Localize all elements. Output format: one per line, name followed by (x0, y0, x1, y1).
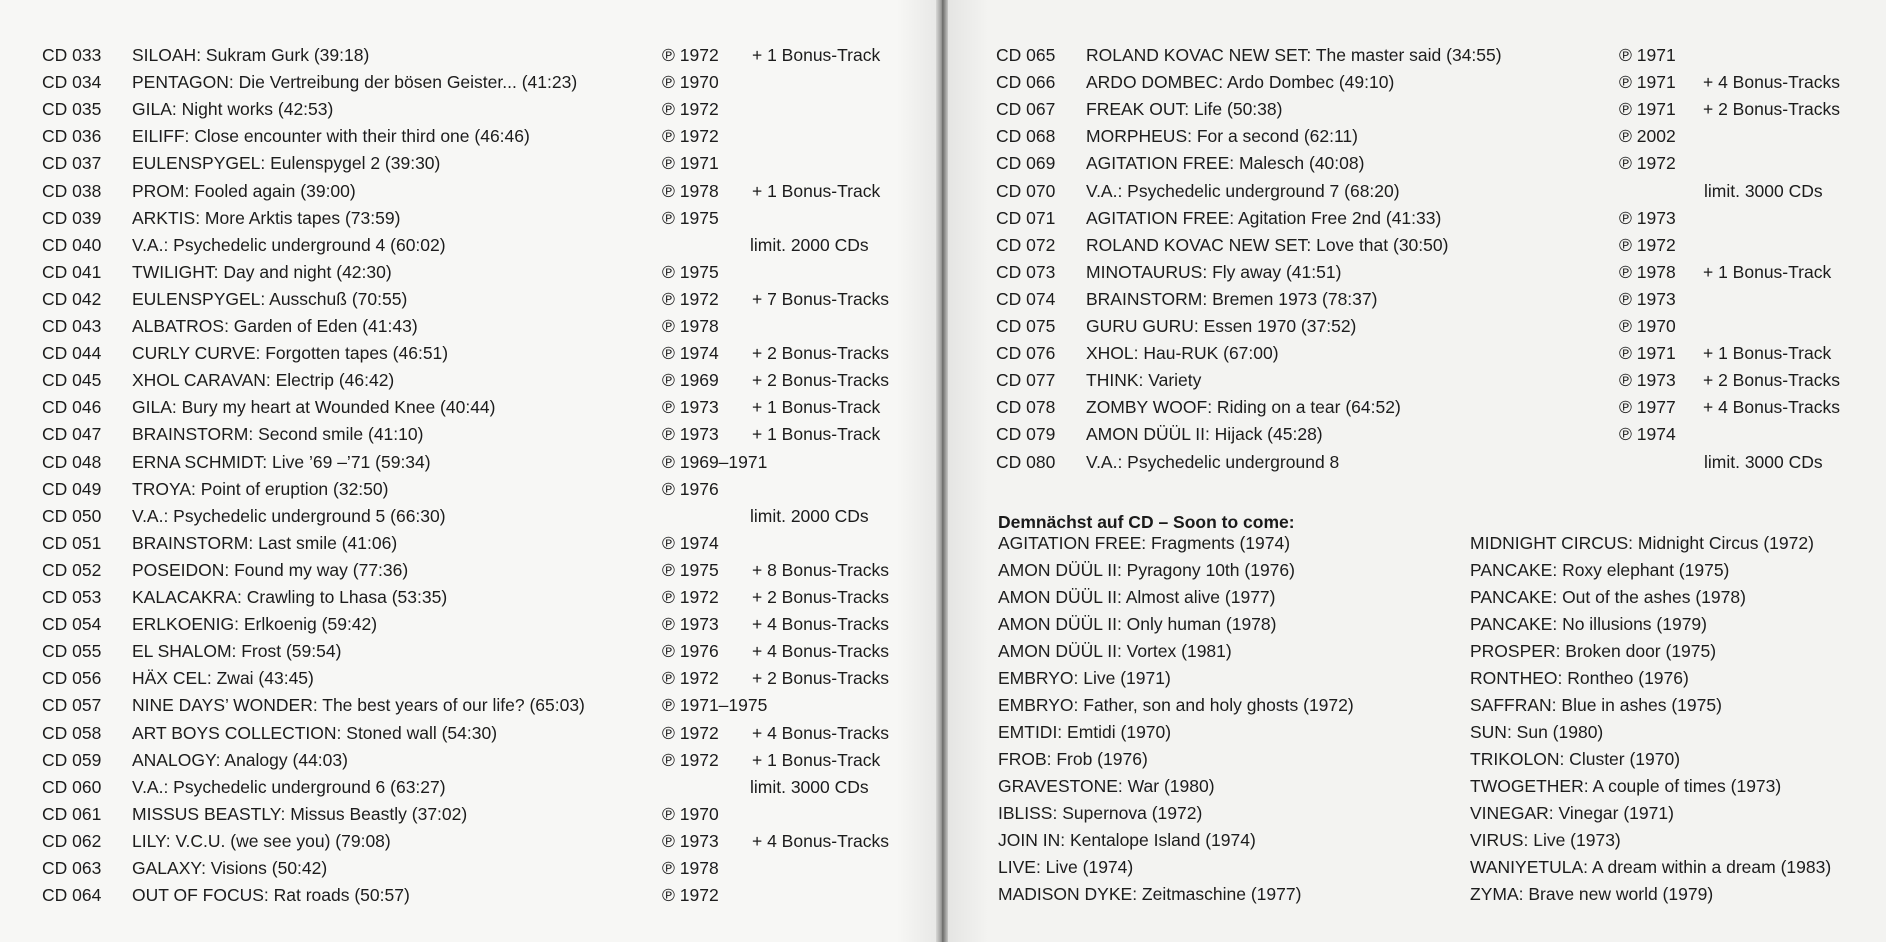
release-year: ℗ 1973 (662, 397, 719, 418)
upcoming-release: AMON DÜÜL II: Pyragony 10th (1976) (998, 560, 1295, 580)
album-title: V.A.: Psychedelic underground 5 (66:30) (132, 505, 446, 526)
upcoming-release: SUN: Sun (1980) (1470, 722, 1604, 742)
upcoming-release: TRIKOLON: Cluster (1970) (1470, 749, 1681, 769)
album-title: GALAXY: Visions (50:42) (132, 858, 328, 878)
album-title: ANALOGY: Analogy (44:03) (132, 749, 348, 770)
catalog-row (0, 882, 936, 909)
release-year: ℗ 2002 (1619, 126, 1676, 147)
limited-edition: limit. 3000 CDs (1704, 180, 1823, 201)
release-year: ℗ 1972 (1619, 153, 1676, 174)
bonus-tracks: + 4 Bonus-Tracks (752, 722, 889, 743)
catalog-row (948, 150, 1886, 177)
catalog-number: CD 070 (996, 180, 1056, 201)
release-year: ℗ 1970 (662, 803, 719, 824)
album-title: AMON DÜÜL II: Hijack (45:28) (1086, 424, 1323, 445)
bonus-tracks: + 1 Bonus-Track (1703, 261, 1832, 282)
catalog-row (0, 123, 936, 150)
catalog-row (0, 69, 936, 96)
catalog-number: CD 041 (42, 261, 102, 282)
catalog-number: CD 052 (42, 559, 102, 580)
album-title: NINE DAYS’ WONDER: The best years of our life? (65:03) (132, 695, 585, 716)
album-title: ARKTIS: More Arktis tapes (73:59) (132, 207, 401, 228)
bonus-tracks: + 2 Bonus-Tracks (1703, 370, 1840, 391)
upcoming-release: PANCAKE: Out of the ashes (1978) (1470, 587, 1746, 607)
bonus-tracks: + 1 Bonus-Track (752, 180, 881, 201)
upcoming-release: TWOGETHER: A couple of times (1973) (1470, 776, 1782, 796)
album-title: SILOAH: Sukram Gurk (39:18) (132, 45, 370, 65)
soon-heading: Demnächst auf CD – Soon to come: (998, 512, 1295, 532)
upcoming-release: ZYMA: Brave new world (1979) (1470, 884, 1714, 904)
album-title: ALBATROS: Garden of Eden (41:43) (132, 316, 418, 336)
catalog-row (0, 774, 936, 801)
catalog-number: CD 050 (42, 505, 102, 526)
catalog-row (0, 421, 936, 448)
album-title: ART BOYS COLLECTION: Stoned wall (54:30) (132, 722, 498, 743)
catalog-row (0, 286, 936, 313)
catalog-number: CD 060 (42, 776, 102, 797)
bonus-tracks: + 1 Bonus-Track (752, 424, 881, 445)
catalog-number: CD 036 (42, 126, 102, 147)
catalog-row (948, 421, 1886, 448)
release-year: ℗ 1971 (1619, 72, 1676, 93)
booklet-gutter (936, 0, 948, 942)
upcoming-release: LIVE: Live (1974) (998, 857, 1134, 877)
release-year: ℗ 1978 (1619, 261, 1676, 282)
bonus-tracks: + 4 Bonus-Tracks (1703, 72, 1840, 93)
catalog-number: CD 055 (42, 641, 102, 662)
release-year: ℗ 1972 (662, 99, 719, 120)
bonus-tracks: + 1 Bonus-Track (1703, 343, 1832, 364)
catalog-number: CD 042 (42, 288, 102, 309)
catalog-number: CD 058 (42, 722, 102, 743)
catalog-row (0, 503, 936, 530)
upcoming-release: EMTIDI: Emtidi (1970) (998, 722, 1172, 742)
bonus-tracks: + 8 Bonus-Tracks (752, 559, 889, 580)
release-year: ℗ 1970 (1619, 316, 1676, 336)
catalog-number: CD 056 (42, 668, 102, 689)
catalog-row (0, 340, 936, 367)
catalog-row (0, 150, 936, 177)
catalog-number: CD 078 (996, 397, 1056, 418)
catalog-number: CD 076 (996, 343, 1056, 364)
album-title: XHOL CARAVAN: Electrip (46:42) (132, 370, 395, 391)
catalog-row (0, 638, 936, 665)
bonus-tracks: + 2 Bonus-Tracks (752, 587, 889, 607)
catalog-row (0, 828, 936, 855)
release-year: ℗ 1972 (662, 722, 719, 743)
release-year: ℗ 1975 (662, 207, 719, 228)
catalog-number: CD 065 (996, 45, 1056, 65)
limited-edition: limit. 2000 CDs (750, 505, 869, 526)
catalog-row (0, 367, 936, 394)
bonus-tracks: + 7 Bonus-Tracks (752, 288, 889, 309)
album-title: GURU GURU: Essen 1970 (37:52) (1086, 316, 1357, 336)
release-year: ℗ 1972 (662, 288, 719, 309)
catalog-row (0, 205, 936, 232)
catalog-row (0, 692, 936, 719)
bonus-tracks: + 4 Bonus-Tracks (752, 641, 889, 662)
upcoming-release: FROB: Frob (1976) (998, 749, 1148, 769)
bonus-tracks: + 2 Bonus-Tracks (752, 370, 889, 391)
release-year: ℗ 1977 (1619, 397, 1676, 418)
catalog-number: CD 079 (996, 424, 1056, 445)
album-title: ERNA SCHMIDT: Live ’69 –’71 (59:34) (132, 451, 431, 472)
upcoming-release: PROSPER: Broken door (1975) (1470, 641, 1717, 661)
release-year: ℗ 1972 (1619, 234, 1676, 255)
album-title: HÄX CEL: Zwai (43:45) (132, 668, 314, 689)
catalog-row (948, 232, 1886, 259)
catalog-number: CD 069 (996, 153, 1056, 174)
catalog-number: CD 080 (996, 451, 1056, 472)
bonus-tracks: + 1 Bonus-Track (752, 749, 881, 770)
upcoming-release: AGITATION FREE: Fragments (1974) (998, 533, 1291, 553)
album-title: EILIFF: Close encounter with their third one (46:46) (132, 126, 530, 147)
release-year: ℗ 1973 (1619, 370, 1676, 391)
catalog-row (948, 449, 1886, 476)
catalog-row (948, 259, 1886, 286)
catalog-row (948, 42, 1886, 69)
album-title: V.A.: Psychedelic underground 6 (63:27) (132, 776, 446, 797)
album-title: PROM: Fooled again (39:00) (132, 180, 356, 201)
album-title: ARDO DOMBEC: Ardo Dombec (49:10) (1086, 72, 1395, 93)
catalog-row (948, 178, 1886, 205)
catalog-row (0, 747, 936, 774)
bonus-tracks: + 4 Bonus-Tracks (752, 614, 889, 635)
catalog-row (0, 557, 936, 584)
upcoming-release: EMBRYO: Live (1971) (998, 668, 1171, 688)
bonus-tracks: + 1 Bonus-Track (752, 397, 881, 418)
upcoming-release: VINEGAR: Vinegar (1971) (1470, 803, 1674, 823)
catalog-number: CD 057 (42, 695, 102, 716)
catalog-number: CD 038 (42, 180, 102, 201)
catalog-row (0, 42, 936, 69)
album-title: MISSUS BEASTLY: Missus Beastly (37:02) (132, 803, 468, 824)
release-year: ℗ 1972 (662, 668, 719, 689)
catalog-number: CD 048 (42, 451, 102, 472)
limited-edition: limit. 2000 CDs (750, 234, 869, 255)
album-title: GILA: Bury my heart at Wounded Knee (40:44) (132, 397, 496, 418)
release-year: ℗ 1969–1971 (662, 451, 768, 472)
left-page (0, 0, 936, 942)
album-title: EULENSPYGEL: Ausschuß (70:55) (132, 288, 408, 309)
album-title: EL SHALOM: Frost (59:54) (132, 641, 342, 662)
album-title: ZOMBY WOOF: Riding on a tear (64:52) (1086, 397, 1401, 418)
catalog-number: CD 068 (996, 126, 1056, 147)
catalog-number: CD 061 (42, 803, 102, 824)
release-year: ℗ 1973 (1619, 288, 1676, 309)
album-title: POSEIDON: Found my way (77:36) (132, 559, 409, 580)
bonus-tracks: + 4 Bonus-Tracks (752, 830, 889, 851)
catalog-row (0, 232, 936, 259)
release-year: ℗ 1974 (662, 532, 719, 553)
catalog-row (0, 720, 936, 747)
catalog-row (948, 286, 1886, 313)
album-title: CURLY CURVE: Forgotten tapes (46:51) (132, 343, 449, 364)
catalog-row (948, 313, 1886, 340)
album-title: BRAINSTORM: Bremen 1973 (78:37) (1086, 288, 1378, 309)
upcoming-release: VIRUS: Live (1973) (1470, 830, 1621, 850)
release-year: ℗ 1972 (662, 126, 719, 147)
catalog-row (0, 665, 936, 692)
upcoming-release: WANIYETULA: A dream within a dream (1983) (1470, 857, 1832, 877)
catalog-row (948, 367, 1886, 394)
catalog-row (0, 178, 936, 205)
limited-edition: limit. 3000 CDs (1704, 451, 1823, 472)
catalog-row (948, 96, 1886, 123)
catalog-number: CD 037 (42, 153, 102, 174)
catalog-number: CD 062 (42, 830, 102, 851)
catalog-row (0, 394, 936, 421)
catalog-number: CD 075 (996, 316, 1056, 336)
release-year: ℗ 1978 (662, 180, 719, 201)
release-year: ℗ 1972 (662, 587, 719, 607)
album-title: V.A.: Psychedelic underground 8 (1086, 451, 1340, 472)
catalog-number: CD 039 (42, 207, 102, 228)
album-title: TWILIGHT: Day and night (42:30) (132, 261, 392, 282)
album-title: PENTAGON: Die Vertreibung der bösen Geister... (41:23) (132, 72, 578, 93)
release-year: ℗ 1971 (1619, 45, 1676, 65)
release-year: ℗ 1973 (662, 830, 719, 851)
catalog-row (948, 205, 1886, 232)
release-year: ℗ 1971–1975 (662, 695, 768, 716)
upcoming-release: AMON DÜÜL II: Only human (1978) (998, 614, 1277, 634)
catalog-row (0, 476, 936, 503)
album-title: V.A.: Psychedelic underground 4 (60:02) (132, 234, 446, 255)
catalog-number: CD 073 (996, 261, 1056, 282)
album-title: EULENSPYGEL: Eulenspygel 2 (39:30) (132, 153, 441, 174)
release-year: ℗ 1970 (662, 72, 719, 93)
catalog-row (0, 259, 936, 286)
release-year: ℗ 1973 (662, 614, 719, 635)
bonus-tracks: + 2 Bonus-Tracks (752, 343, 889, 364)
release-year: ℗ 1969 (662, 370, 719, 391)
catalog-number: CD 077 (996, 370, 1056, 391)
catalog-number: CD 064 (42, 885, 102, 906)
album-title: LILY: V.C.U. (we see you) (79:08) (132, 830, 391, 851)
release-year: ℗ 1972 (662, 749, 719, 770)
album-title: BRAINSTORM: Last smile (41:06) (132, 532, 398, 553)
catalog-number: CD 051 (42, 532, 102, 553)
catalog-number: CD 033 (42, 45, 102, 65)
upcoming-release: JOIN IN: Kentalope Island (1974) (998, 830, 1256, 850)
album-title: OUT OF FOCUS: Rat roads (50:57) (132, 885, 410, 906)
release-year: ℗ 1974 (1619, 424, 1676, 445)
catalog-row (948, 394, 1886, 421)
release-year: ℗ 1973 (1619, 207, 1676, 228)
album-title: FREAK OUT: Life (50:38) (1086, 99, 1283, 120)
release-year: ℗ 1978 (662, 316, 719, 336)
release-year: ℗ 1971 (1619, 343, 1676, 364)
catalog-number: CD 043 (42, 316, 102, 336)
album-title: V.A.: Psychedelic underground 7 (68:20) (1086, 180, 1400, 201)
catalog-row (0, 530, 936, 557)
album-title: ROLAND KOVAC NEW SET: Love that (30:50) (1086, 234, 1449, 255)
upcoming-release: AMON DÜÜL II: Vortex (1981) (998, 641, 1232, 661)
release-year: ℗ 1971 (1619, 99, 1676, 120)
catalog-row (948, 340, 1886, 367)
upcoming-release: AMON DÜÜL II: Almost alive (1977) (998, 587, 1276, 607)
right-page (948, 0, 1886, 942)
album-title: TROYA: Point of eruption (32:50) (132, 478, 389, 499)
upcoming-release: GRAVESTONE: War (1980) (998, 776, 1215, 796)
release-year: ℗ 1975 (662, 559, 719, 580)
catalog-number: CD 071 (996, 207, 1056, 228)
album-title: AGITATION FREE: Malesch (40:08) (1086, 153, 1365, 174)
catalog-number: CD 072 (996, 234, 1056, 255)
catalog-number: CD 059 (42, 749, 102, 770)
album-title: GILA: Night works (42:53) (132, 99, 334, 120)
album-title: XHOL: Hau-RUK (67:00) (1086, 343, 1279, 364)
catalog-row (0, 611, 936, 638)
release-year: ℗ 1976 (662, 478, 719, 499)
bonus-tracks: + 1 Bonus-Track (752, 45, 881, 65)
upcoming-release: RONTHEO: Rontheo (1976) (1470, 668, 1689, 688)
album-title: THINK: Variety (1086, 370, 1202, 391)
upcoming-release: EMBRYO: Father, son and holy ghosts (1972) (998, 695, 1354, 715)
catalog-row (0, 96, 936, 123)
catalog-number: CD 035 (42, 99, 102, 120)
upcoming-release: IBLISS: Supernova (1972) (998, 803, 1203, 823)
catalog-row (948, 123, 1886, 150)
upcoming-release: MADISON DYKE: Zeitmaschine (1977) (998, 884, 1302, 904)
album-title: AGITATION FREE: Agitation Free 2nd (41:33) (1086, 207, 1442, 228)
release-year: ℗ 1974 (662, 343, 719, 364)
release-year: ℗ 1976 (662, 641, 719, 662)
limited-edition: limit. 3000 CDs (750, 776, 869, 797)
album-title: ERLKOENIG: Erlkoenig (59:42) (132, 614, 378, 635)
bonus-tracks: + 4 Bonus-Tracks (1703, 397, 1840, 418)
catalog-number: CD 044 (42, 343, 102, 364)
catalog-row (0, 801, 936, 828)
catalog-number: CD 047 (42, 424, 102, 445)
release-year: ℗ 1972 (662, 45, 719, 65)
catalog-row (0, 584, 936, 611)
album-title: KALACAKRA: Crawling to Lhasa (53:35) (132, 587, 448, 607)
catalog-row (948, 69, 1886, 96)
catalog-number: CD 054 (42, 614, 102, 635)
bonus-tracks: + 2 Bonus-Tracks (752, 668, 889, 689)
upcoming-release: PANCAKE: Roxy elephant (1975) (1470, 560, 1730, 580)
release-year: ℗ 1975 (662, 261, 719, 282)
release-year: ℗ 1971 (662, 153, 719, 174)
upcoming-release: PANCAKE: No illusions (1979) (1470, 614, 1707, 634)
release-year: ℗ 1973 (662, 424, 719, 445)
album-title: BRAINSTORM: Second smile (41:10) (132, 424, 424, 445)
catalog-number: CD 049 (42, 478, 102, 499)
release-year: ℗ 1978 (662, 858, 719, 878)
catalog-number: CD 040 (42, 234, 102, 255)
album-title: ROLAND KOVAC NEW SET: The master said (34:55) (1086, 45, 1502, 65)
release-year: ℗ 1972 (662, 885, 719, 906)
catalog-number: CD 063 (42, 858, 102, 878)
catalog-number: CD 045 (42, 370, 102, 391)
catalog-row (0, 313, 936, 340)
bonus-tracks: + 2 Bonus-Tracks (1703, 99, 1840, 120)
catalog-number: CD 066 (996, 72, 1056, 93)
catalog-number: CD 046 (42, 397, 102, 418)
album-title: MORPHEUS: For a second (62:11) (1086, 126, 1358, 147)
catalog-number: CD 074 (996, 288, 1056, 309)
upcoming-release: SAFFRAN: Blue in ashes (1975) (1470, 695, 1722, 715)
catalog-number: CD 034 (42, 72, 102, 93)
catalog-row (0, 855, 936, 882)
catalog-number: CD 053 (42, 587, 102, 607)
album-title: MINOTAURUS: Fly away (41:51) (1086, 261, 1342, 282)
catalog-number: CD 067 (996, 99, 1056, 120)
upcoming-release: MIDNIGHT CIRCUS: Midnight Circus (1972) (1470, 533, 1814, 553)
catalog-row (0, 449, 936, 476)
